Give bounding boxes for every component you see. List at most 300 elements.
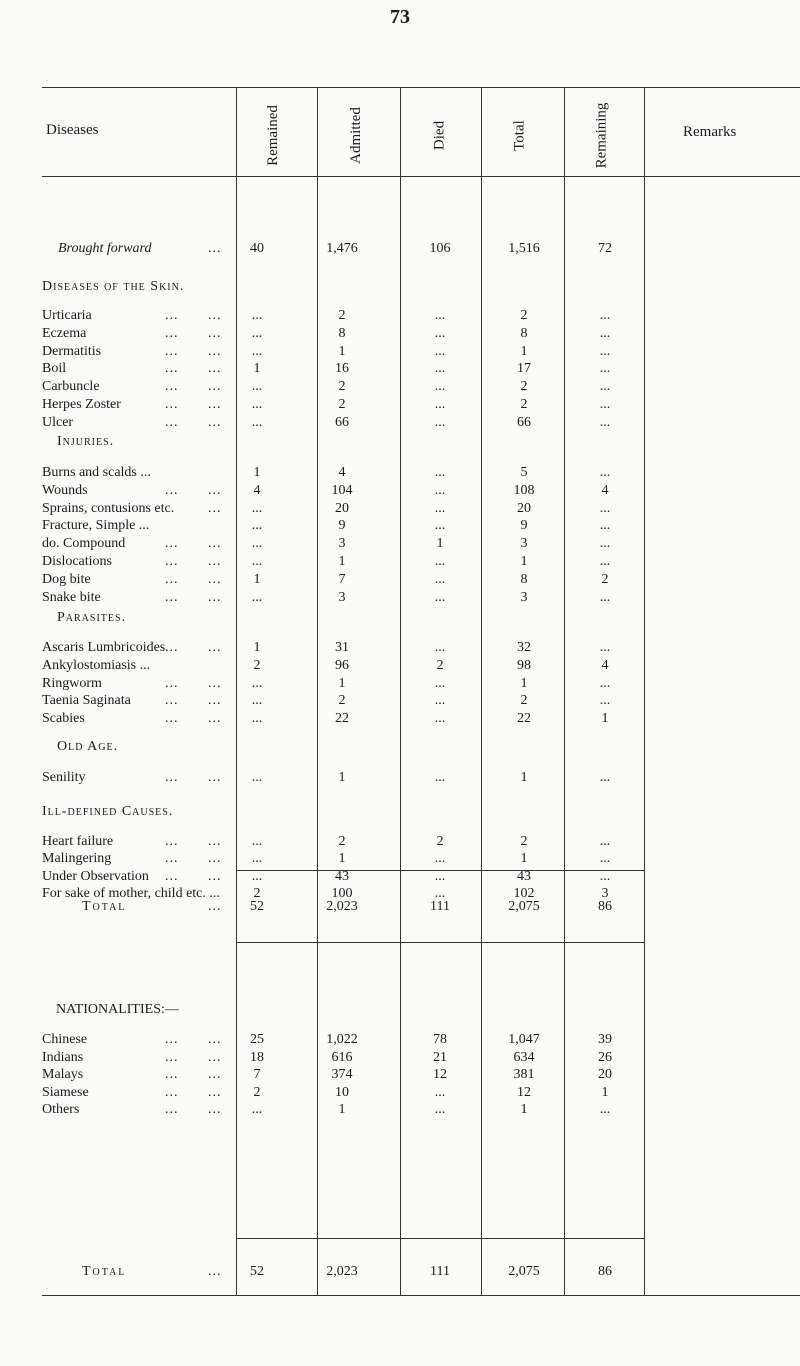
table-row (0, 676, 800, 692)
leader-dots: ... (208, 834, 222, 849)
cell-admitted: 20 (335, 500, 349, 516)
row-label: Herpes Zoster (42, 397, 121, 412)
cell-remaining: 4 (601, 657, 609, 673)
table-row (0, 397, 800, 413)
cell-total: 2 (520, 379, 528, 395)
leader-dots: ... (165, 770, 179, 785)
cell-remained: 2 (253, 1084, 261, 1100)
table-row (0, 869, 800, 885)
cell-total: 2 (520, 693, 528, 709)
row-label: Scabies (42, 711, 85, 727)
cell-died: ... (434, 379, 446, 395)
cell-admitted: 1,476 (326, 241, 358, 256)
brought-forward-row (0, 241, 800, 257)
cell-admitted: 2 (338, 693, 346, 709)
leader-dots: ... (165, 1084, 179, 1100)
row-label: Malays (42, 1067, 84, 1083)
cell-remained: ... (251, 536, 263, 552)
leader-dots: ... (165, 397, 179, 412)
cell-admitted: 2 (338, 379, 346, 395)
section-old-age: Old Age. (57, 739, 119, 754)
header-remaining: Remaining (593, 102, 610, 168)
leader-dots: ... (165, 343, 179, 359)
section-ill-defined: Ill-defined Causes. (42, 804, 174, 819)
row-label: Sprains, contusions etc. (42, 500, 175, 516)
row-label: Burns and scalds ... (42, 465, 151, 480)
cell-remaining: ... (599, 851, 611, 867)
cell-total: 22 (517, 711, 531, 727)
row-label: Malingering (42, 851, 112, 867)
cell-remaining: ... (599, 1102, 611, 1118)
row-label: Eczema (42, 325, 87, 341)
cell-died: 2 (436, 657, 444, 673)
cell-remained: 4 (253, 482, 261, 498)
header-died: Died (431, 120, 448, 150)
row-label: do. Compound (42, 536, 126, 552)
cell-remaining: ... (599, 414, 611, 430)
table-row (0, 711, 800, 727)
cell-remaining: ... (599, 834, 611, 849)
header-total: Total (511, 119, 528, 151)
table-row (0, 834, 800, 850)
cell-admitted: 1 (338, 343, 346, 359)
cell-remaining: ... (599, 868, 611, 884)
leader-dots: ... (208, 1067, 222, 1083)
leader-dots: ... (208, 343, 222, 359)
row-label: Heart failure (42, 834, 114, 849)
leader-dots: ... (208, 589, 222, 605)
cell-remained: 1 (253, 571, 261, 587)
cell-total: 2 (520, 308, 528, 323)
table-row (0, 590, 800, 606)
cell-died: ... (434, 693, 446, 709)
cell-total: 1,516 (508, 241, 540, 256)
cell-died: ... (434, 308, 446, 323)
cell-died: ... (434, 770, 446, 785)
cell-remained: ... (251, 518, 263, 534)
cell-remained: ... (251, 1102, 263, 1118)
total-2-top-rule (236, 1238, 644, 1239)
cell-remaining: ... (599, 693, 611, 709)
cell-died: 12 (433, 1067, 447, 1083)
cell-died: 1 (436, 536, 444, 552)
leader-dots: ... (165, 589, 179, 605)
cell-admitted: 2 (338, 834, 346, 849)
cell-total: 20 (517, 500, 531, 516)
cell-admitted: 3 (338, 589, 346, 605)
cell-remaining: ... (599, 397, 611, 412)
leader-dots: ... (208, 308, 222, 323)
cell-remained: 2 (253, 657, 261, 673)
total-row-2 (0, 1264, 800, 1280)
leader-dots: ... (208, 414, 222, 430)
cell-remaining: ... (599, 518, 611, 534)
row-label: Taenia Saginata (42, 693, 131, 709)
cell-remaining: 1 (601, 711, 609, 727)
cell-remaining: ... (599, 640, 611, 655)
cell-remaining: 2 (601, 571, 609, 587)
cell-admitted: 2,023 (326, 1264, 358, 1279)
cell-total: 32 (517, 640, 531, 655)
cell-died: ... (434, 414, 446, 430)
leader-dots: ... (165, 325, 179, 341)
cell-total: 98 (517, 657, 531, 673)
leader-dots: ... (208, 1084, 222, 1100)
leader-dots: ... (165, 571, 179, 587)
cell-admitted: 104 (331, 482, 353, 498)
leader-dots: ... (208, 361, 222, 377)
cell-admitted: 4 (338, 465, 346, 480)
cell-remaining: ... (599, 325, 611, 341)
cell-died: ... (434, 518, 446, 534)
cell-admitted: 2 (338, 397, 346, 412)
cell-died: 2 (436, 834, 444, 849)
cell-died: ... (434, 1102, 446, 1118)
leader-dots: ... (208, 536, 222, 552)
cell-remaining: ... (599, 308, 611, 323)
cell-remained: 52 (250, 1264, 264, 1279)
cell-total: 1 (520, 770, 528, 785)
cell-remained: 25 (250, 1032, 264, 1047)
cell-remained: ... (251, 868, 263, 884)
leader-dots: ... (165, 1102, 179, 1118)
table-row (0, 658, 800, 674)
cell-admitted: 3 (338, 536, 346, 552)
row-label: Senility (42, 770, 86, 785)
cell-total: 2 (520, 834, 528, 849)
leader-dots: ... (208, 675, 222, 691)
cell-remaining: ... (599, 675, 611, 691)
row-label: Urticaria (42, 308, 92, 323)
leader-dots: ... (165, 536, 179, 552)
cell-total: 381 (513, 1067, 535, 1083)
cell-admitted: 616 (331, 1049, 353, 1065)
cell-remaining: 4 (601, 482, 609, 498)
cell-died: 78 (433, 1032, 447, 1047)
cell-admitted: 2,023 (326, 899, 358, 914)
cell-remaining: ... (599, 343, 611, 359)
row-label: Indians (42, 1049, 84, 1065)
cell-remaining: 72 (598, 241, 612, 256)
cell-admitted: 7 (338, 571, 346, 587)
row-label: Ringworm (42, 675, 102, 691)
table-row (0, 640, 800, 656)
row-label: Snake bite (42, 589, 101, 605)
cell-total: 1 (520, 1102, 528, 1118)
cell-died: ... (434, 868, 446, 884)
cell-total: 2,075 (508, 899, 540, 914)
cell-remained: ... (251, 554, 263, 569)
cell-total: 2 (520, 397, 528, 412)
cell-total: 102 (513, 886, 535, 902)
table-row (0, 465, 800, 481)
leader-dots: ... (165, 711, 179, 727)
cell-remained: ... (251, 343, 263, 359)
cell-admitted: 96 (335, 657, 349, 673)
cell-died: ... (434, 343, 446, 359)
cell-admitted: 8 (338, 325, 346, 341)
cell-remained: 1 (253, 465, 261, 480)
leader-dots: ... (208, 500, 222, 516)
total-label: Total (82, 899, 127, 914)
cell-remained: 40 (250, 241, 264, 256)
cell-died: 21 (433, 1049, 447, 1065)
leader-dots: ... (165, 851, 179, 867)
leader-dots: ... (165, 414, 179, 430)
cell-admitted: 1 (338, 554, 346, 569)
header-diseases: Diseases (46, 122, 99, 138)
cell-remained: 1 (253, 640, 261, 655)
table-row (0, 379, 800, 395)
cell-remained: ... (251, 589, 263, 605)
cell-admitted: 1 (338, 770, 346, 785)
cell-died: ... (434, 851, 446, 867)
cell-admitted: 374 (331, 1067, 353, 1083)
leader-dots: ... (165, 1067, 179, 1083)
cell-died: ... (434, 589, 446, 605)
leader-dots: ... (208, 325, 222, 341)
leader-dots: ... (208, 693, 222, 709)
cell-remaining: 86 (598, 1264, 612, 1279)
cell-admitted: 1,022 (326, 1032, 358, 1047)
cell-remaining: 39 (598, 1032, 612, 1047)
header-remained: Remained (264, 104, 281, 166)
cell-remained: ... (251, 851, 263, 867)
row-label: Ankylostomiasis ... (42, 657, 151, 673)
leader-dots: ... (208, 640, 222, 655)
leader-dots: ... (208, 482, 222, 498)
leader-dots: ... (208, 868, 222, 884)
row-label: Fracture, Simple ... (42, 518, 150, 534)
cell-total: 1 (520, 343, 528, 359)
cell-remained: 18 (250, 1049, 264, 1065)
row-label: Dog bite (42, 571, 91, 587)
cell-admitted: 22 (335, 711, 349, 727)
cell-remained: ... (251, 414, 263, 430)
cell-admitted: 1 (338, 675, 346, 691)
section-skin: Diseases of the Skin. (42, 279, 185, 294)
cell-remained: 2 (253, 886, 261, 902)
leader-dots: ... (208, 241, 222, 256)
cell-remained: 52 (250, 899, 264, 914)
leader-dots: ... (165, 554, 179, 569)
leader-dots: ... (208, 1102, 222, 1118)
cell-total: 8 (520, 571, 528, 587)
section-parasites: Parasites. (57, 610, 127, 625)
cell-admitted: 10 (335, 1084, 349, 1100)
leader-dots: ... (165, 834, 179, 849)
leader-dots: ... (165, 308, 179, 323)
cell-remained: ... (251, 308, 263, 323)
cell-total: 1 (520, 675, 528, 691)
leader-dots: ... (208, 554, 222, 569)
cell-remaining: 1 (601, 1084, 609, 1100)
cell-admitted: 66 (335, 414, 349, 430)
leader-dots: ... (208, 379, 222, 395)
table-row (0, 1067, 800, 1083)
table-row (0, 1085, 800, 1101)
cell-remaining: 86 (598, 899, 612, 914)
table-row (0, 1102, 800, 1118)
row-label: Boil (42, 361, 67, 377)
row-label: Brought forward (58, 241, 152, 256)
leader-dots: ... (208, 397, 222, 412)
cell-remaining: ... (599, 465, 611, 480)
row-label: Dislocations (42, 554, 112, 569)
table-row (0, 770, 800, 786)
leader-dots: ... (208, 571, 222, 587)
row-label: Dermatitis (42, 343, 102, 359)
row-label: Chinese (42, 1032, 88, 1047)
row-label: For sake of mother, child etc. ... (42, 886, 220, 902)
cell-died: ... (434, 1084, 446, 1100)
cell-died: ... (434, 886, 446, 902)
cell-admitted: 31 (335, 640, 349, 655)
cell-remaining: ... (599, 361, 611, 377)
cell-remaining: ... (599, 536, 611, 552)
page-number: 73 (390, 6, 410, 28)
table-row (0, 554, 800, 570)
table-row (0, 483, 800, 499)
cell-total: 634 (513, 1049, 535, 1065)
table-row (0, 536, 800, 552)
leader-dots: ... (165, 1032, 179, 1047)
cell-total: 1,047 (508, 1032, 540, 1047)
leader-dots: ... (208, 899, 222, 914)
cell-remained: ... (251, 500, 263, 516)
cell-total: 1 (520, 851, 528, 867)
table-row (0, 326, 800, 342)
table-row (0, 693, 800, 709)
cell-died: 111 (430, 899, 450, 914)
leader-dots: ... (165, 482, 179, 498)
leader-dots: ... (208, 851, 222, 867)
table-row (0, 1050, 800, 1066)
table-row (0, 415, 800, 431)
cell-admitted: 43 (335, 868, 349, 884)
table-row (0, 572, 800, 588)
cell-total: 2,075 (508, 1264, 540, 1279)
cell-total: 108 (513, 482, 535, 498)
leader-dots: ... (208, 711, 222, 727)
cell-remaining: ... (599, 554, 611, 569)
cell-died: ... (434, 500, 446, 516)
cell-total: 12 (517, 1084, 531, 1100)
cell-remained: ... (251, 675, 263, 691)
row-label: Siamese (42, 1084, 89, 1100)
leader-dots: ... (165, 379, 179, 395)
cell-remained: ... (251, 325, 263, 341)
table-bottom-rule (42, 1295, 800, 1296)
cell-died: ... (434, 465, 446, 480)
cell-died: ... (434, 640, 446, 655)
cell-remained: ... (251, 834, 263, 849)
cell-died: ... (434, 675, 446, 691)
cell-died: ... (434, 482, 446, 498)
row-label: Under Observation (42, 868, 149, 884)
leader-dots: ... (208, 1264, 222, 1279)
cell-remaining: ... (599, 500, 611, 516)
cell-admitted: 2 (338, 308, 346, 323)
table-row (0, 344, 800, 360)
cell-total: 5 (520, 465, 528, 480)
cell-remaining: ... (599, 379, 611, 395)
header-admitted: Admitted (347, 106, 364, 164)
total-row-1 (0, 899, 800, 915)
row-label: Carbuncle (42, 379, 100, 395)
cell-remaining: 3 (601, 886, 609, 902)
row-label: Ulcer (42, 414, 74, 430)
cell-remained: ... (251, 379, 263, 395)
cell-remained: 1 (253, 361, 261, 377)
leader-dots: ... (208, 1049, 222, 1065)
cell-remained: ... (251, 770, 263, 785)
leader-dots: ... (208, 1032, 222, 1047)
total-1-bottom-rule (236, 942, 644, 943)
row-label: Wounds (42, 482, 88, 498)
table-row (0, 501, 800, 517)
row-label: Ascaris Lumbricoides (42, 640, 166, 655)
cell-died: ... (434, 397, 446, 412)
cell-died: 111 (430, 1264, 450, 1279)
cell-total: 3 (520, 536, 528, 552)
table-row (0, 851, 800, 867)
cell-remaining: ... (599, 589, 611, 605)
cell-died: ... (434, 711, 446, 727)
cell-died: ... (434, 361, 446, 377)
cell-admitted: 1 (338, 1102, 346, 1118)
cell-remaining: 20 (598, 1067, 612, 1083)
table-row (0, 361, 800, 377)
table-row (0, 1032, 800, 1048)
section-injuries: Injuries. (57, 434, 115, 449)
cell-total: 9 (520, 518, 528, 534)
cell-died: ... (434, 571, 446, 587)
leader-dots: ... (165, 361, 179, 377)
cell-died: ... (434, 325, 446, 341)
table-row (0, 308, 800, 324)
leader-dots: ... (165, 675, 179, 691)
total-label: Total (82, 1264, 127, 1279)
leader-dots: ... (208, 770, 222, 785)
cell-died: ... (434, 554, 446, 569)
cell-total: 1 (520, 554, 528, 569)
cell-total: 8 (520, 325, 528, 341)
cell-remaining: ... (599, 770, 611, 785)
cell-total: 3 (520, 589, 528, 605)
cell-remained: ... (251, 711, 263, 727)
cell-total: 43 (517, 868, 531, 884)
cell-died: 106 (429, 241, 451, 256)
cell-remained: ... (251, 397, 263, 412)
cell-remaining: 26 (598, 1049, 612, 1065)
cell-remained: ... (251, 693, 263, 709)
leader-dots: ... (165, 1049, 179, 1065)
cell-remained: 7 (253, 1067, 261, 1083)
leader-dots: ... (165, 868, 179, 884)
cell-total: 17 (517, 361, 531, 377)
cell-admitted: 9 (338, 518, 346, 534)
leader-dots: ... (165, 693, 179, 709)
cell-admitted: 1 (338, 851, 346, 867)
table-row (0, 518, 800, 534)
cell-admitted: 100 (331, 886, 353, 902)
row-label: Others (42, 1102, 80, 1118)
section-nationalities: NATIONALITIES:— (56, 1002, 179, 1017)
leader-dots: ... (165, 640, 179, 655)
header-remarks: Remarks (683, 124, 737, 140)
cell-admitted: 16 (335, 361, 349, 377)
